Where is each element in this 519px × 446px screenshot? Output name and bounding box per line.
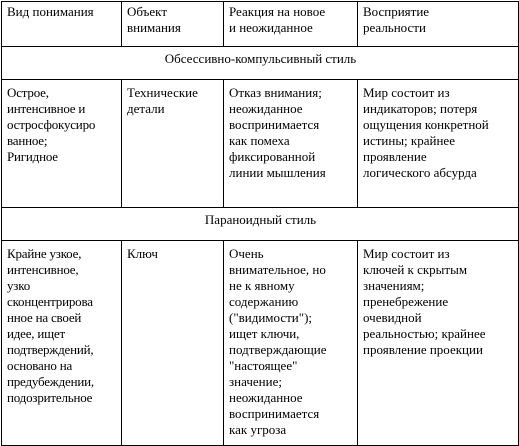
header-cell-reaction bbox=[224, 2, 358, 47]
cell-obsessive-reality bbox=[358, 80, 519, 208]
paranoid-reaction-text: Очень внимательное, но не к явному содержанию ("видимости"); ищет ключи, подтверждающие "настоящее" значение; неожиданное воспринимается как угроза bbox=[229, 246, 327, 437]
cell-obsessive-reaction bbox=[224, 80, 358, 208]
cell-paranoid-reality bbox=[358, 241, 519, 446]
header-reaction-text: Реакция на новое и неожиданное bbox=[229, 4, 326, 35]
obsessive-understanding-text: Острое, интенсивное и остросфокусиро ванное; Ригидное bbox=[7, 85, 96, 164]
paranoid-attention-object-text: Ключ bbox=[127, 246, 158, 261]
paranoid-understanding-text: Крайне узкое, интенсивное, узко сконцентрирова нное на своей идее, ищет подтверждений, основано на предубеждении, подозрительное bbox=[7, 246, 94, 405]
obsessive-reaction-text: Отказ внимания; неожиданное воспринимается как помеха фиксированной линии мышления bbox=[229, 85, 326, 180]
header-cell-attention-object bbox=[122, 2, 224, 47]
section-row-paranoid bbox=[2, 208, 519, 241]
section-title-obsessive: Обсессивно-компульсивный стиль bbox=[2, 47, 519, 80]
paranoid-reality-text: Мир состоит из ключей к скрытым значениям; пренебрежение очевидной реальностью; крайнее проявление проекции bbox=[363, 246, 486, 357]
cell-paranoid-reaction bbox=[224, 241, 358, 446]
obsessive-attention-object-text: Технические детали bbox=[127, 85, 198, 116]
header-row bbox=[2, 2, 519, 47]
header-understanding-text: Вид понимания bbox=[7, 4, 94, 19]
header-cell-understanding bbox=[2, 2, 122, 47]
cognitive-styles-table bbox=[1, 1, 519, 446]
obsessive-reality-text: Мир состоит из индикаторов; потеря ощущения конкретной истины; крайнее проявление логического абсурда bbox=[363, 85, 489, 180]
cell-paranoid-attention-object bbox=[122, 241, 224, 446]
section-row-obsessive bbox=[2, 47, 519, 80]
header-attention-object-text: Объект внимания bbox=[127, 4, 181, 35]
cell-obsessive-understanding bbox=[2, 80, 122, 208]
section-title-paranoid: Параноидный стиль bbox=[2, 208, 519, 241]
header-cell-reality-perception bbox=[358, 2, 519, 47]
data-row-paranoid bbox=[2, 241, 519, 446]
cell-obsessive-attention-object bbox=[122, 80, 224, 208]
header-reality-perception-text: Восприятие реальности bbox=[363, 4, 430, 35]
cell-paranoid-understanding bbox=[2, 241, 122, 446]
data-row-obsessive bbox=[2, 80, 519, 208]
